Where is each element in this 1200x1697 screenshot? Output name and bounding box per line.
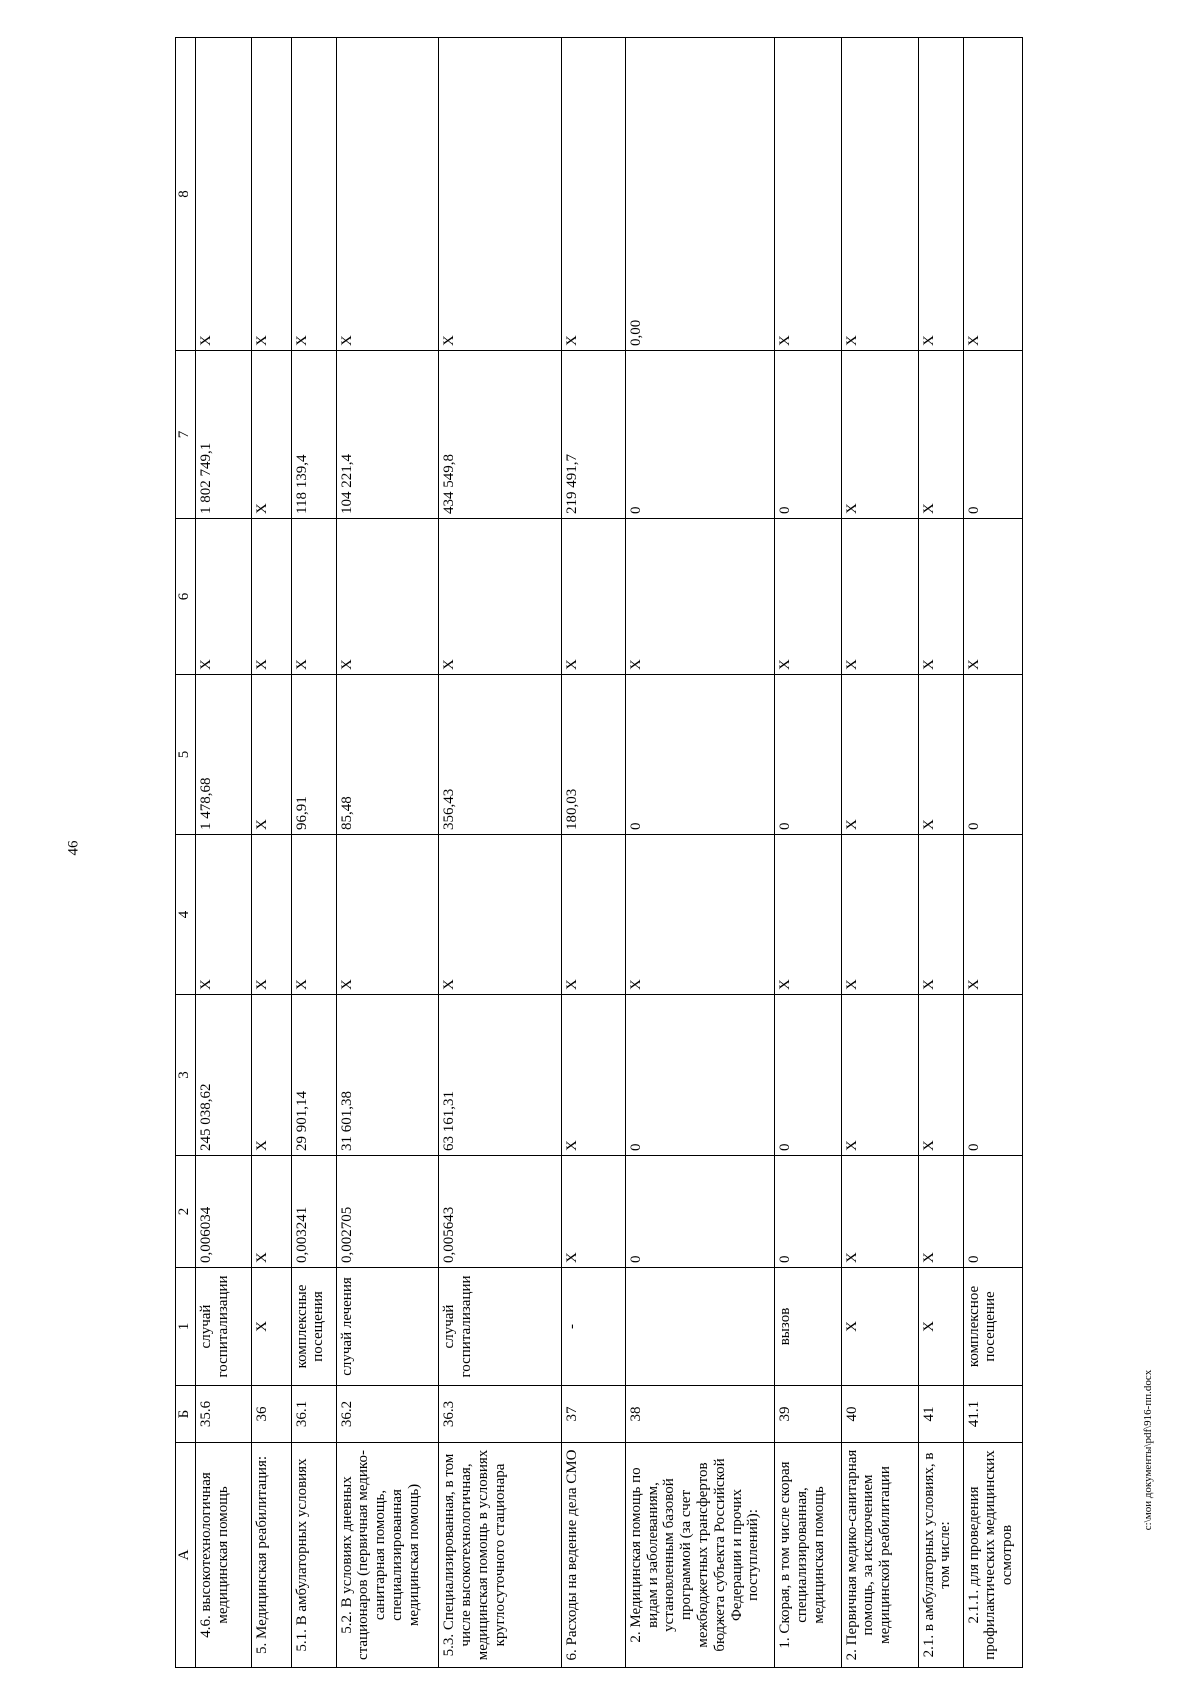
row-label-cell: 4.6. высокотехнологичная медицинская помощь — [196, 1443, 252, 1668]
table-cell: комплексное посещение — [963, 1268, 1022, 1386]
table-cell: X — [561, 519, 625, 675]
table-row — [196, 38, 252, 1668]
table-cell: 85,48 — [336, 675, 439, 835]
table-cell: X — [291, 38, 336, 351]
table-cell: 0 — [775, 995, 841, 1156]
table-cell: 0,003241 — [291, 1156, 336, 1268]
table-cell: X — [775, 835, 841, 995]
table-cell: X — [561, 835, 625, 995]
table-cell: 1 478,68 — [196, 675, 252, 835]
table-cell — [625, 1268, 774, 1386]
table-cell: 31 601,38 — [336, 995, 439, 1156]
table-cell: X — [196, 835, 252, 995]
table-cell: 0,006034 — [196, 1156, 252, 1268]
table-cell: случай госпитализации — [439, 1268, 561, 1386]
table-cell: X — [841, 995, 918, 1156]
table-cell: X — [918, 1156, 963, 1268]
table-cell: X — [918, 351, 963, 519]
table-cell: 63 161,31 — [439, 995, 561, 1156]
table-cell: X — [963, 835, 1022, 995]
table-cell: 0 — [775, 675, 841, 835]
table-cell: X — [252, 675, 292, 835]
table-cell: X — [252, 1156, 292, 1268]
table-cell: X — [841, 835, 918, 995]
table-cell: 40 — [841, 1386, 918, 1443]
table-cell: X — [439, 835, 561, 995]
table-cell: X — [252, 519, 292, 675]
table-cell: 118 139,4 — [291, 351, 336, 519]
table-row — [918, 38, 963, 1668]
table-cell: X — [252, 995, 292, 1156]
table-cell: 0,005643 — [439, 1156, 561, 1268]
table-row — [775, 38, 841, 1668]
table-cell: X — [841, 1156, 918, 1268]
table-row — [336, 38, 439, 1668]
table-cell: 0,00 — [625, 38, 774, 351]
table-cell: случай лечения — [336, 1268, 439, 1386]
table-cell: 0 — [963, 351, 1022, 519]
row-label-cell: 5.3. Специализированная, в том числе высокотехнологичная, медицинская помощь в условиях круглосуточного стационара — [439, 1443, 561, 1668]
table-body — [176, 38, 1023, 1668]
table-cell: 41.1 — [963, 1386, 1022, 1443]
table-cell: X — [918, 1268, 963, 1386]
rotated-page-content — [175, 38, 1023, 1668]
header-cell: 5 — [176, 675, 196, 835]
table-cell: 0 — [963, 995, 1022, 1156]
row-label-cell: 1. Скорая, в том числе скорая специализированная, медицинская помощь — [775, 1443, 841, 1668]
row-label-cell: 2.1.1. для проведения профилактических медицинских осмотров — [963, 1443, 1022, 1668]
table-row — [291, 38, 336, 1668]
row-label-cell: 6. Расходы на ведение дела СМО — [561, 1443, 625, 1668]
table-cell: X — [291, 519, 336, 675]
table-cell: 245 038,62 — [196, 995, 252, 1156]
header-cell: 4 — [176, 835, 196, 995]
table-cell: 96,91 — [291, 675, 336, 835]
header-cell: 8 — [176, 38, 196, 351]
row-label-cell: 2. Первичная медико-санитарная помощь, за исключением медицинской реабилитации — [841, 1443, 918, 1668]
table-cell: X — [775, 38, 841, 351]
table-cell: X — [918, 835, 963, 995]
table-cell: X — [439, 519, 561, 675]
table-cell: X — [561, 38, 625, 351]
table-cell: 219 491,7 — [561, 351, 625, 519]
table-cell: X — [918, 38, 963, 351]
header-cell: 1 — [176, 1268, 196, 1386]
table-cell: X — [841, 675, 918, 835]
table-cell: 35.6 — [196, 1386, 252, 1443]
table-cell: X — [841, 38, 918, 351]
table-cell: 0 — [963, 1156, 1022, 1268]
data-table — [175, 37, 1023, 1668]
table-cell: X — [625, 835, 774, 995]
header-cell: 2 — [176, 1156, 196, 1268]
row-label-cell: 5. Медицинская реабилитация: — [252, 1443, 292, 1668]
table-cell: X — [336, 38, 439, 351]
table-cell: 41 — [918, 1386, 963, 1443]
table-row — [625, 38, 774, 1668]
header-row — [176, 38, 196, 1668]
table-cell: 36.1 — [291, 1386, 336, 1443]
table-cell: 0,002705 — [336, 1156, 439, 1268]
table-cell: 104 221,4 — [336, 351, 439, 519]
row-label-cell: 5.1. В амбулаторных условиях — [291, 1443, 336, 1668]
header-cell: Б — [176, 1386, 196, 1443]
table-cell: случай госпитализации — [196, 1268, 252, 1386]
table-cell: 1 802 749,1 — [196, 351, 252, 519]
table-cell: X — [561, 1156, 625, 1268]
table-cell: 36.2 — [336, 1386, 439, 1443]
row-label-cell: 5.2. В условиях дневных стационаров (первичная медико-санитарная помощь, специализированная медицинская помощь) — [336, 1443, 439, 1668]
table-cell: 29 901,14 — [291, 995, 336, 1156]
table-cell: X — [196, 519, 252, 675]
table-row — [963, 38, 1022, 1668]
table-cell: X — [841, 519, 918, 675]
table-row — [252, 38, 292, 1668]
table-cell: X — [918, 519, 963, 675]
table-cell: 36.3 — [439, 1386, 561, 1443]
table-cell: - — [561, 1268, 625, 1386]
table-cell: X — [918, 675, 963, 835]
table-cell: X — [196, 38, 252, 351]
table-cell: 180,03 — [561, 675, 625, 835]
row-label-cell: 2. Медицинская помощь по видам и заболеваниям, установленным базовой программой (за счет межбюджетных трансфертов бюджета субъекта Российской Федерации и прочих поступлений): — [625, 1443, 774, 1668]
table-cell: X — [252, 1268, 292, 1386]
table-cell: 0 — [775, 1156, 841, 1268]
table-cell: X — [841, 1268, 918, 1386]
table-cell: X — [918, 995, 963, 1156]
table-cell: 0 — [625, 995, 774, 1156]
row-label-cell: 2.1. в амбулаторных условиях, в том числе: — [918, 1443, 963, 1668]
table-cell: 0 — [775, 351, 841, 519]
table-cell: комплексные посещения — [291, 1268, 336, 1386]
table-cell: X — [963, 519, 1022, 675]
header-cell: 6 — [176, 519, 196, 675]
table-cell: 434 549,8 — [439, 351, 561, 519]
table-cell: 0 — [625, 351, 774, 519]
table-cell: 0 — [625, 675, 774, 835]
table-cell: X — [252, 351, 292, 519]
table-row — [439, 38, 561, 1668]
header-cell: А — [176, 1443, 196, 1668]
table-cell: 0 — [625, 1156, 774, 1268]
table-row — [561, 38, 625, 1668]
table-cell: X — [963, 38, 1022, 351]
table-cell: 0 — [963, 675, 1022, 835]
table-cell: 38 — [625, 1386, 774, 1443]
table-cell: вызов — [775, 1268, 841, 1386]
table-cell: X — [841, 351, 918, 519]
table-cell: X — [291, 835, 336, 995]
table-cell: 39 — [775, 1386, 841, 1443]
table-cell: 37 — [561, 1386, 625, 1443]
table-row — [841, 38, 918, 1668]
table-cell: X — [561, 995, 625, 1156]
page-number: 46 — [65, 840, 82, 856]
table-cell: 356,43 — [439, 675, 561, 835]
header-cell: 7 — [176, 351, 196, 519]
table-cell: 36 — [252, 1386, 292, 1443]
table-cell: X — [625, 519, 774, 675]
table-cell: X — [439, 38, 561, 351]
footer-file-path: c:\мои документы\pdf\916-пп.docx — [1142, 1369, 1154, 1531]
table-cell: X — [336, 835, 439, 995]
header-cell: 3 — [176, 995, 196, 1156]
table-cell: X — [775, 519, 841, 675]
table-cell: X — [252, 38, 292, 351]
table-cell: X — [336, 519, 439, 675]
table-cell: X — [252, 835, 292, 995]
